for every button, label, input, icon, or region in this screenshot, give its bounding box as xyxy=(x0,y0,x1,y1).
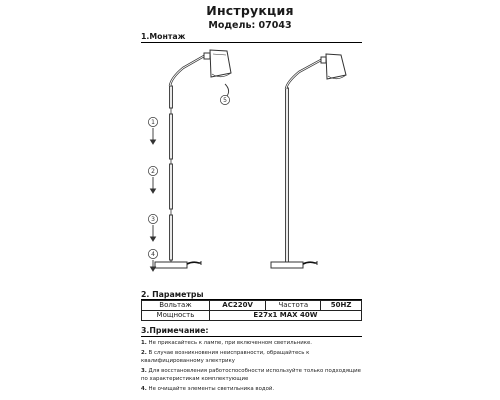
section-heading-mounting: 1.Монтаж xyxy=(141,32,186,41)
section-heading-parameters: 2. Параметры xyxy=(141,290,204,299)
note-text: Не очищайте элементы светильника водой. xyxy=(148,386,275,393)
list-item xyxy=(141,386,366,393)
table-row xyxy=(142,301,362,311)
divider xyxy=(141,336,362,337)
parameters-table xyxy=(141,300,362,321)
step-markers xyxy=(148,95,229,258)
param-label-power: Мощность xyxy=(142,311,210,321)
step-label-4: 4 xyxy=(151,251,155,259)
section-heading-notes: 3.Примечание: xyxy=(141,326,209,335)
step-label-1: 1 xyxy=(151,119,155,127)
list-item xyxy=(141,340,366,347)
note-number: 1. xyxy=(141,340,147,346)
step-label-5: 5 xyxy=(223,97,227,105)
step-arrows xyxy=(151,84,229,271)
param-label-voltage: Вольтаж xyxy=(142,301,210,311)
note-number: 2. xyxy=(141,350,147,357)
exploded-lamp-drawing xyxy=(155,50,231,268)
note-text: Для восстановления работоспособности используйте только подходящие по характеристикам комплектующие xyxy=(141,368,361,382)
list-item xyxy=(141,350,366,365)
notes-list xyxy=(141,340,366,397)
table-row xyxy=(142,311,362,321)
param-value-power: E27x1 MAX 40W xyxy=(209,311,361,321)
model-number: Модель: 07043 xyxy=(208,20,292,31)
param-value-voltage: AC220V xyxy=(209,301,265,311)
assembled-lamp-drawing xyxy=(271,54,346,268)
page-title: Инструкция xyxy=(206,3,294,18)
step-label-3: 3 xyxy=(151,216,155,224)
note-number: 3. xyxy=(141,368,147,375)
note-text: Не прикасайтесь к лампе, при включенном светильнике. xyxy=(148,340,313,346)
list-item xyxy=(141,368,366,383)
step-label-2: 2 xyxy=(151,168,155,176)
assembly-diagram xyxy=(141,44,362,278)
param-label-frequency: Частота xyxy=(266,301,321,311)
divider xyxy=(141,42,362,43)
param-value-frequency: 50HZ xyxy=(321,301,362,311)
note-text: В случае возникновения неисправности, обращайтесь к квалифицированному электрику xyxy=(141,350,310,364)
note-number: 4. xyxy=(141,386,147,393)
